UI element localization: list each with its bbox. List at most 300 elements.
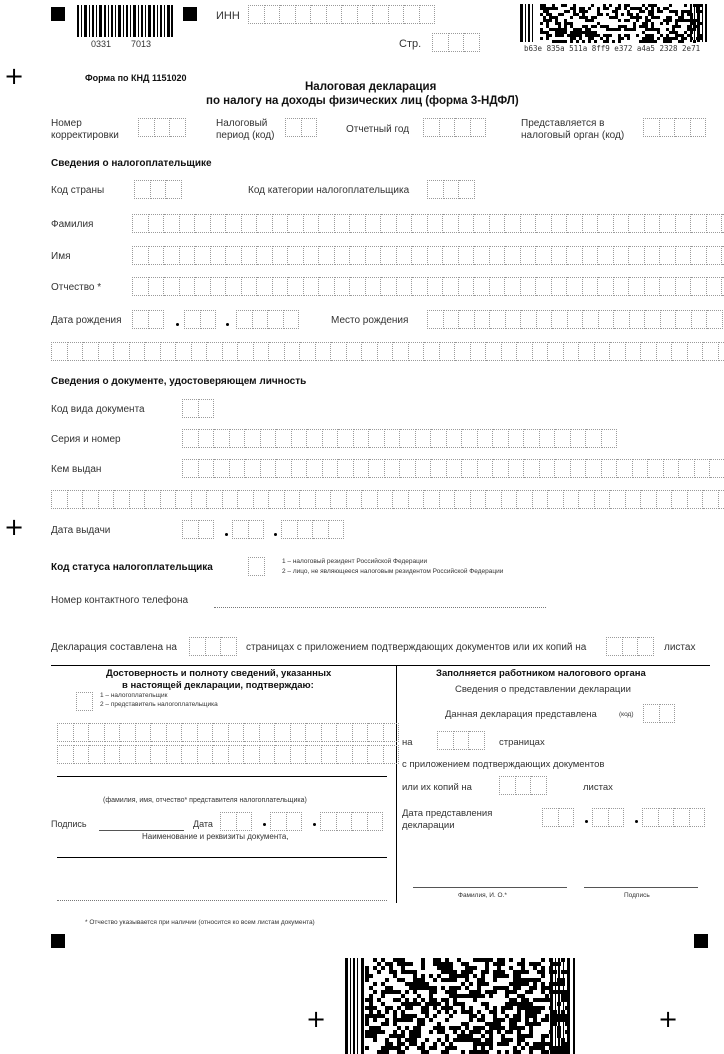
input-cell[interactable] [521,214,537,233]
input-cell[interactable] [51,342,68,361]
input-cell[interactable] [641,342,657,361]
input-cell[interactable] [645,214,661,233]
input-cell[interactable] [273,214,289,233]
issue-year-field[interactable] [281,520,344,539]
input-cell[interactable] [567,246,583,265]
input-cell[interactable] [423,118,440,137]
sign-year-field[interactable] [320,812,383,831]
input-cell[interactable] [397,214,413,233]
input-cell[interactable] [166,180,182,199]
input-cell[interactable] [182,399,199,418]
input-cell[interactable] [269,490,285,509]
input-cell[interactable] [206,637,222,656]
sheets-count-field[interactable] [606,637,654,656]
submit-month-field[interactable] [592,808,624,827]
input-cell[interactable] [502,490,518,509]
input-cell[interactable] [138,118,155,137]
input-cell[interactable] [176,490,192,509]
input-cell[interactable] [261,459,277,478]
input-cell[interactable] [89,745,105,764]
input-cell[interactable] [298,520,314,539]
input-cell[interactable] [474,246,490,265]
input-cell[interactable] [542,808,559,827]
input-cell[interactable] [645,246,661,265]
input-cell[interactable] [459,310,475,329]
input-cell[interactable] [409,490,425,509]
input-cell[interactable] [688,342,704,361]
input-cell[interactable] [428,277,444,296]
input-cell[interactable] [195,246,211,265]
input-cell[interactable] [207,490,223,509]
input-cell[interactable] [536,214,552,233]
input-cell[interactable] [285,118,302,137]
representative-fio-line[interactable] [57,776,387,777]
input-cell[interactable] [307,459,323,478]
input-cell[interactable] [440,490,456,509]
input-cell[interactable] [145,342,161,361]
input-cell[interactable] [648,459,664,478]
input-cell[interactable] [335,214,351,233]
input-cell[interactable] [353,723,369,742]
input-cell[interactable] [609,808,625,827]
submit-day-field[interactable] [542,808,574,827]
input-cell[interactable] [381,246,397,265]
input-cell[interactable] [454,731,470,750]
input-cell[interactable] [424,342,440,361]
input-cell[interactable] [320,812,337,831]
input-cell[interactable] [237,812,253,831]
input-cell[interactable] [335,277,351,296]
input-cell[interactable] [276,459,292,478]
input-cell[interactable] [167,723,183,742]
input-cell[interactable] [583,277,599,296]
input-cell[interactable] [703,490,719,509]
input-cell[interactable] [211,214,227,233]
input-cell[interactable] [409,342,425,361]
input-cell[interactable] [444,180,460,199]
input-cell[interactable] [517,342,533,361]
input-cell[interactable] [261,429,277,448]
input-cell[interactable] [368,723,384,742]
input-cell[interactable] [660,704,676,723]
input-cell[interactable] [412,214,428,233]
input-cell[interactable] [145,490,161,509]
input-cell[interactable] [449,33,465,52]
input-cell[interactable] [229,723,245,742]
input-cell[interactable] [533,490,549,509]
input-cell[interactable] [273,246,289,265]
input-cell[interactable] [660,118,676,137]
country-field[interactable] [134,180,182,199]
input-cell[interactable] [614,277,630,296]
input-cell[interactable] [707,277,723,296]
input-cell[interactable] [592,808,609,827]
input-cell[interactable] [378,342,394,361]
input-cell[interactable] [352,812,368,831]
input-cell[interactable] [132,246,149,265]
doc-line[interactable] [57,857,387,858]
input-cell[interactable] [74,723,90,742]
correction-field[interactable] [138,118,186,137]
input-cell[interactable] [350,277,366,296]
input-cell[interactable] [486,490,502,509]
input-cell[interactable] [427,310,444,329]
input-cell[interactable] [167,745,183,764]
input-cell[interactable] [151,745,167,764]
input-cell[interactable] [389,5,405,24]
input-cell[interactable] [257,246,273,265]
input-cell[interactable] [474,214,490,233]
input-cell[interactable] [695,459,711,478]
input-cell[interactable] [598,277,614,296]
input-cell[interactable] [675,118,691,137]
input-cell[interactable] [583,246,599,265]
input-cell[interactable] [184,310,201,329]
status-field[interactable] [248,557,265,576]
input-cell[interactable] [285,490,301,509]
input-cell[interactable] [564,490,580,509]
input-cell[interactable] [105,745,121,764]
input-cell[interactable] [579,490,595,509]
input-cell[interactable] [455,342,471,361]
input-cell[interactable] [490,277,506,296]
input-cell[interactable] [242,246,258,265]
input-cell[interactable] [284,310,300,329]
input-cell[interactable] [195,277,211,296]
input-cell[interactable] [459,246,475,265]
input-cell[interactable] [676,246,692,265]
input-cell[interactable] [469,731,485,750]
representative-fio-field-1[interactable] [57,723,399,742]
input-cell[interactable] [323,459,339,478]
input-cell[interactable] [316,490,332,509]
input-cell[interactable] [329,520,345,539]
input-cell[interactable] [68,342,84,361]
input-cell[interactable] [83,490,99,509]
input-cell[interactable] [397,277,413,296]
input-cell[interactable] [630,310,646,329]
input-cell[interactable] [136,723,152,742]
input-cell[interactable] [182,520,199,539]
input-cell[interactable] [676,310,692,329]
input-cell[interactable] [633,459,649,478]
input-cell[interactable] [464,33,480,52]
input-cell[interactable] [275,745,291,764]
issued-by-field[interactable] [182,459,724,478]
officer-sign-line[interactable] [584,887,698,888]
input-cell[interactable] [583,310,599,329]
input-cell[interactable] [493,429,509,448]
input-cell[interactable] [505,214,521,233]
authority-field[interactable] [643,118,706,137]
input-cell[interactable] [499,776,516,795]
input-cell[interactable] [552,277,568,296]
input-cell[interactable] [347,342,363,361]
input-cell[interactable] [337,812,353,831]
input-cell[interactable] [260,723,276,742]
signature-line[interactable] [99,830,184,831]
right-pages-field[interactable] [437,731,485,750]
submitted-code-field[interactable] [643,704,675,723]
input-cell[interactable] [229,745,245,764]
input-cell[interactable] [516,776,532,795]
input-cell[interactable] [192,490,208,509]
input-cell[interactable] [226,214,242,233]
input-cell[interactable] [151,723,167,742]
input-cell[interactable] [120,723,136,742]
input-cell[interactable] [676,277,692,296]
birth-month-field[interactable] [184,310,216,329]
input-cell[interactable] [564,342,580,361]
input-cell[interactable] [606,637,623,656]
input-cell[interactable] [214,429,230,448]
input-cell[interactable] [331,490,347,509]
input-cell[interactable] [555,429,571,448]
input-cell[interactable] [657,342,673,361]
input-cell[interactable] [459,214,475,233]
input-cell[interactable] [719,342,724,361]
input-cell[interactable] [490,214,506,233]
input-cell[interactable] [559,808,575,827]
input-cell[interactable] [400,429,416,448]
patronymic-field[interactable] [132,277,724,296]
inn-field[interactable] [248,5,435,24]
input-cell[interactable] [57,723,74,742]
birth-year-field[interactable] [236,310,299,329]
input-cell[interactable] [307,429,323,448]
input-cell[interactable] [659,808,675,827]
input-cell[interactable] [161,490,177,509]
input-cell[interactable] [269,342,285,361]
input-cell[interactable] [132,214,149,233]
input-cell[interactable] [641,490,657,509]
input-cell[interactable] [288,246,304,265]
input-cell[interactable] [505,277,521,296]
input-cell[interactable] [236,310,253,329]
input-cell[interactable] [676,214,692,233]
input-cell[interactable] [412,277,428,296]
input-cell[interactable] [431,459,447,478]
input-cell[interactable] [381,277,397,296]
input-cell[interactable] [151,180,167,199]
input-cell[interactable] [638,637,654,656]
input-cell[interactable] [471,490,487,509]
input-cell[interactable] [268,310,284,329]
input-cell[interactable] [595,490,611,509]
input-cell[interactable] [443,214,459,233]
input-cell[interactable] [424,490,440,509]
input-cell[interactable] [524,459,540,478]
input-cell[interactable] [211,246,227,265]
input-cell[interactable] [427,180,444,199]
input-cell[interactable] [552,246,568,265]
input-cell[interactable] [416,459,432,478]
input-cell[interactable] [598,214,614,233]
input-cell[interactable] [471,118,487,137]
input-cell[interactable] [586,459,602,478]
input-cell[interactable] [428,246,444,265]
input-cell[interactable] [155,118,171,137]
input-cell[interactable] [691,277,707,296]
input-cell[interactable] [623,637,639,656]
input-cell[interactable] [322,723,338,742]
surname-field[interactable] [132,214,724,233]
input-cell[interactable] [220,812,237,831]
input-cell[interactable] [232,520,249,539]
input-cell[interactable] [353,745,369,764]
input-cell[interactable] [393,490,409,509]
input-cell[interactable] [440,118,456,137]
input-cell[interactable] [661,310,677,329]
input-cell[interactable] [213,745,229,764]
input-cell[interactable] [567,277,583,296]
input-cell[interactable] [400,459,416,478]
input-cell[interactable] [393,342,409,361]
input-cell[interactable] [265,5,281,24]
input-cell[interactable] [291,745,307,764]
input-cell[interactable] [292,459,308,478]
input-cell[interactable] [437,731,454,750]
input-cell[interactable] [571,459,587,478]
input-cell[interactable] [614,246,630,265]
input-cell[interactable] [610,490,626,509]
input-cell[interactable] [692,310,708,329]
input-cell[interactable] [99,490,115,509]
input-cell[interactable] [447,459,463,478]
input-cell[interactable] [300,342,316,361]
input-cell[interactable] [462,459,478,478]
input-cell[interactable] [657,490,673,509]
input-cell[interactable] [189,637,206,656]
input-cell[interactable] [384,745,400,764]
input-cell[interactable] [690,808,706,827]
input-cell[interactable] [323,429,339,448]
input-cell[interactable] [149,246,165,265]
input-cell[interactable] [180,246,196,265]
representative-fio-field-2[interactable] [57,745,399,764]
input-cell[interactable] [660,214,676,233]
input-cell[interactable] [242,214,258,233]
input-cell[interactable] [645,310,661,329]
input-cell[interactable] [707,214,723,233]
input-cell[interactable] [68,490,84,509]
input-cell[interactable] [164,277,180,296]
input-cell[interactable] [164,214,180,233]
doc-line-2[interactable] [57,900,387,901]
input-cell[interactable] [691,246,707,265]
input-cell[interactable] [257,214,273,233]
input-cell[interactable] [384,723,400,742]
sign-day-field[interactable] [220,812,252,831]
birth-place-field[interactable] [427,310,723,329]
input-cell[interactable] [444,310,460,329]
birth-place-field-2[interactable] [51,342,724,361]
input-cell[interactable] [691,214,707,233]
input-cell[interactable] [474,277,490,296]
input-cell[interactable] [199,399,215,418]
input-cell[interactable] [471,342,487,361]
input-cell[interactable] [180,214,196,233]
input-cell[interactable] [381,214,397,233]
input-cell[interactable] [342,5,358,24]
input-cell[interactable] [567,214,583,233]
input-cell[interactable] [105,723,121,742]
input-cell[interactable] [83,342,99,361]
input-cell[interactable] [517,490,533,509]
series-field[interactable] [182,429,617,448]
input-cell[interactable] [459,277,475,296]
input-cell[interactable] [288,214,304,233]
input-cell[interactable] [76,692,93,711]
doc-code-field[interactable] [182,399,214,418]
input-cell[interactable] [245,459,261,478]
input-cell[interactable] [296,5,312,24]
input-cell[interactable] [378,490,394,509]
input-cell[interactable] [568,310,584,329]
input-cell[interactable] [443,277,459,296]
input-cell[interactable] [288,277,304,296]
category-field[interactable] [427,180,475,199]
input-cell[interactable] [455,118,471,137]
input-cell[interactable] [521,310,537,329]
confirm-type-field[interactable] [76,692,93,711]
input-cell[interactable] [599,310,615,329]
input-cell[interactable] [313,520,329,539]
input-cell[interactable] [431,429,447,448]
input-cell[interactable] [602,429,618,448]
input-cell[interactable] [455,490,471,509]
input-cell[interactable] [120,745,136,764]
input-cell[interactable] [502,342,518,361]
input-cell[interactable] [672,490,688,509]
input-cell[interactable] [626,490,642,509]
input-cell[interactable] [245,429,261,448]
input-cell[interactable] [182,723,198,742]
input-cell[interactable] [149,277,165,296]
input-cell[interactable] [610,342,626,361]
input-cell[interactable] [254,490,270,509]
input-cell[interactable] [199,459,215,478]
input-cell[interactable] [89,723,105,742]
page-number-field[interactable] [432,33,480,52]
name-field[interactable] [132,246,724,265]
input-cell[interactable] [281,520,298,539]
input-cell[interactable] [306,723,322,742]
input-cell[interactable] [244,745,260,764]
input-cell[interactable] [664,459,680,478]
input-cell[interactable] [369,459,385,478]
input-cell[interactable] [182,459,199,478]
input-cell[interactable] [347,490,363,509]
pages-count-field[interactable] [189,637,237,656]
input-cell[interactable] [244,723,260,742]
input-cell[interactable] [182,745,198,764]
input-cell[interactable] [486,342,502,361]
input-cell[interactable] [707,246,723,265]
input-cell[interactable] [223,342,239,361]
input-cell[interactable] [149,310,165,329]
input-cell[interactable] [130,342,146,361]
input-cell[interactable] [285,342,301,361]
input-cell[interactable] [362,342,378,361]
input-cell[interactable] [373,5,389,24]
input-cell[interactable] [626,342,642,361]
input-cell[interactable] [602,459,618,478]
input-cell[interactable] [198,723,214,742]
input-cell[interactable] [273,277,289,296]
input-cell[interactable] [366,277,382,296]
input-cell[interactable] [385,429,401,448]
